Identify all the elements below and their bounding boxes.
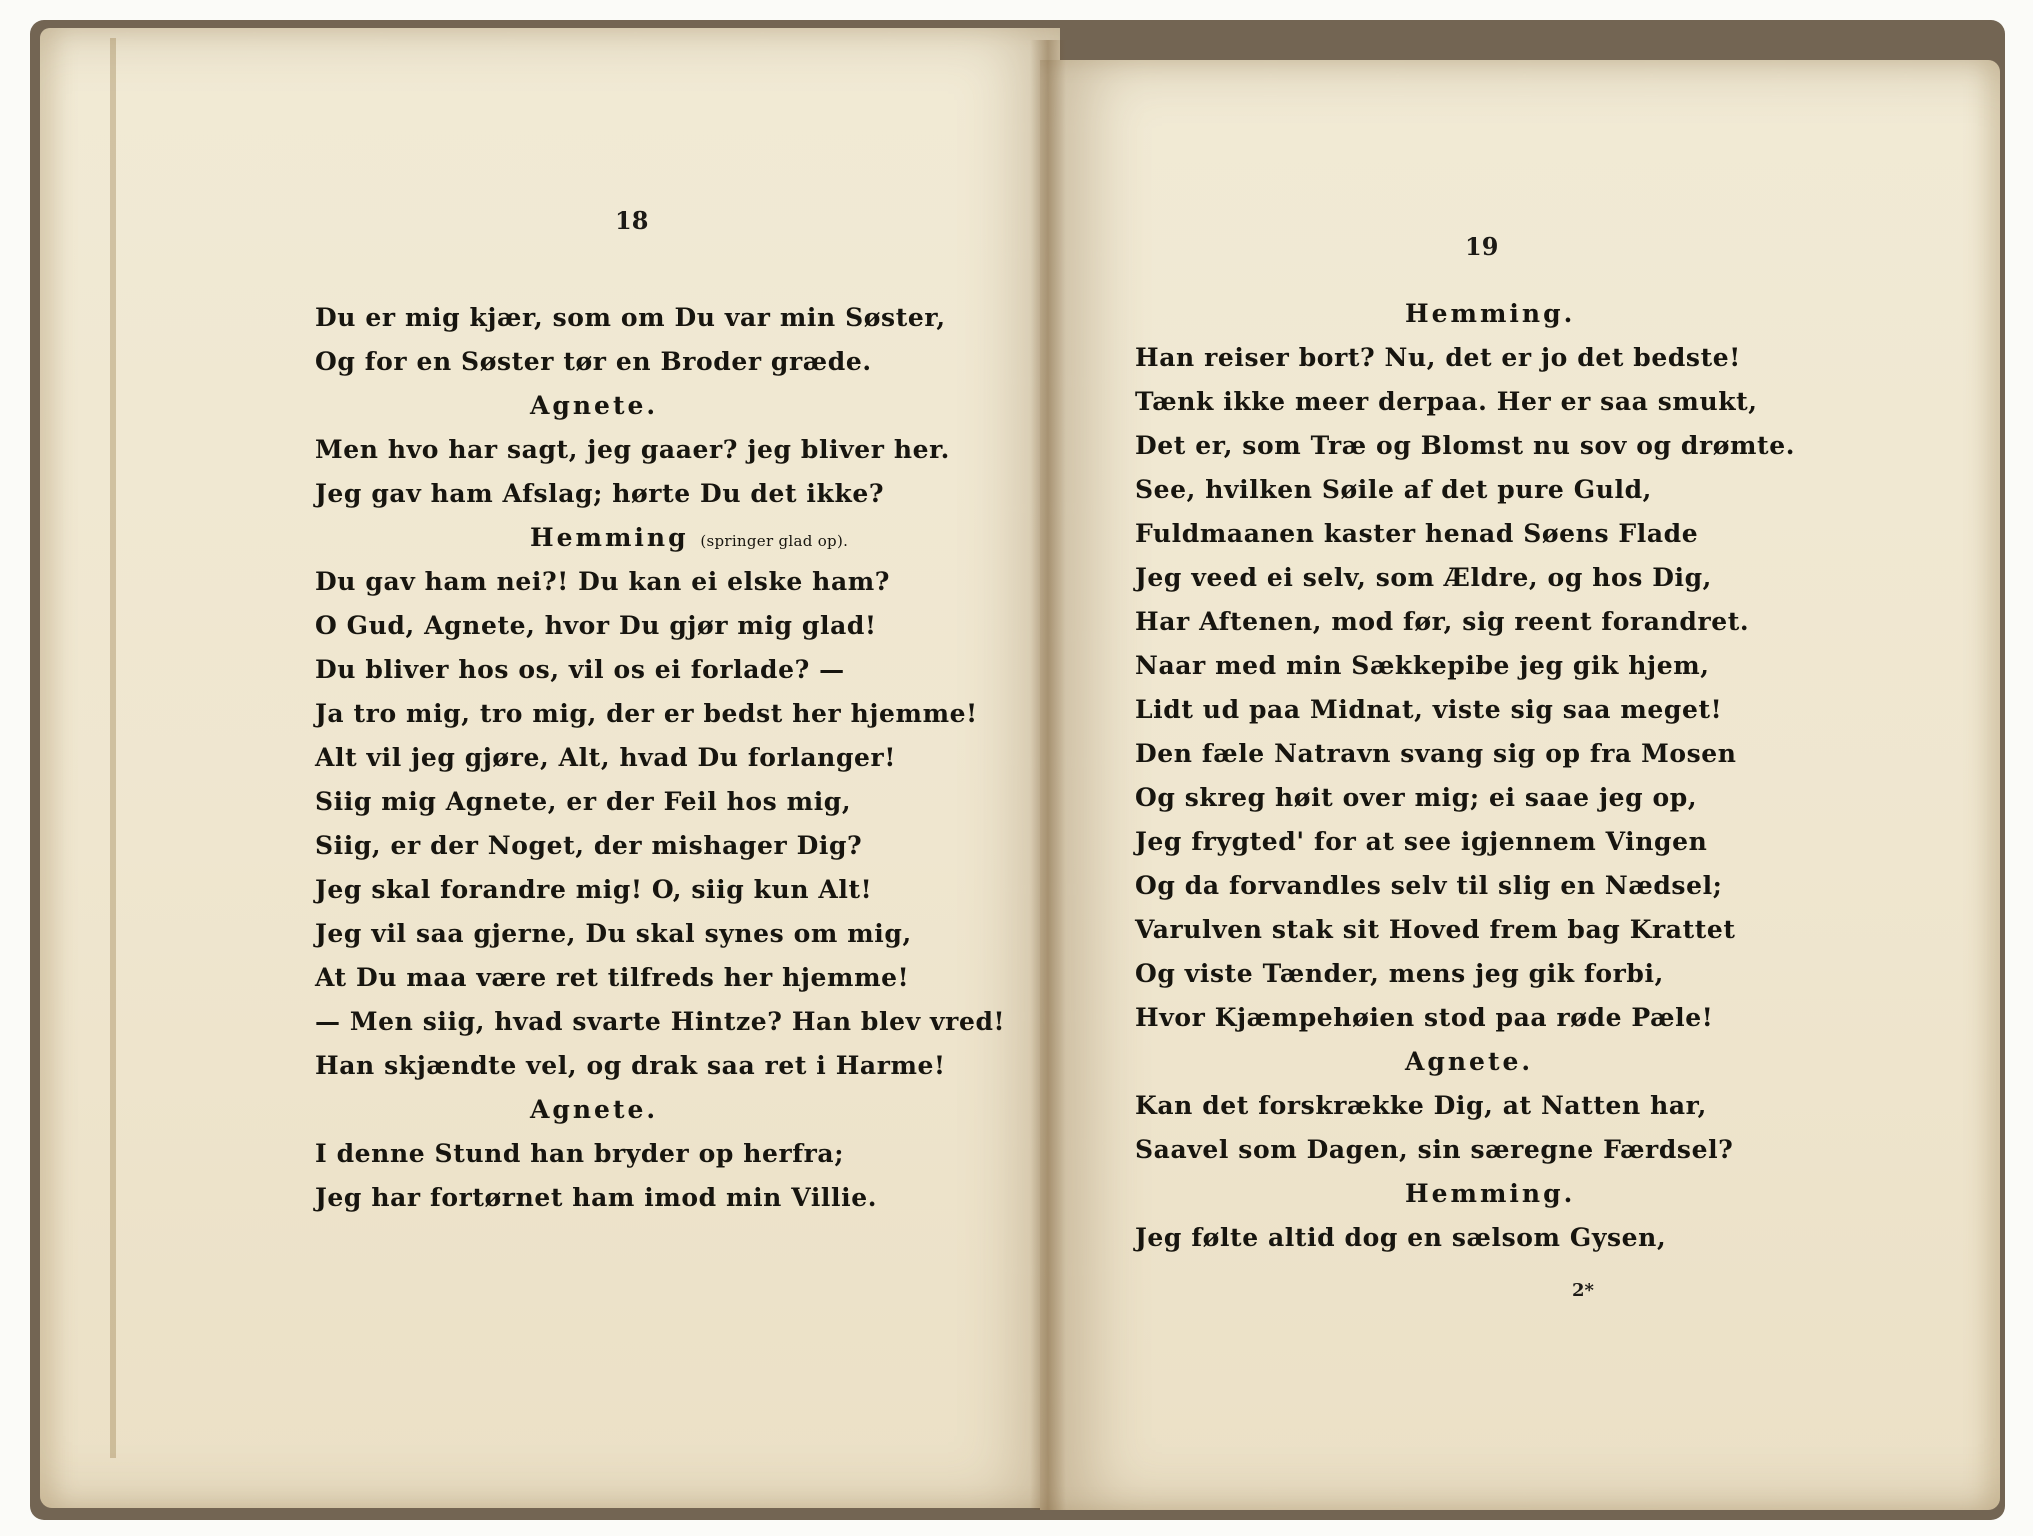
left-page-number: 18 <box>615 206 649 235</box>
speaker-heading <box>1135 1172 1895 1216</box>
verse-line: Ja tro mig, tro mig, der er bedst her hjemme! <box>315 699 978 728</box>
verse-line: I denne Stund han bryder op herfra; <box>315 1139 845 1168</box>
verse-line: Jeg skal forandre mig! O, siig kun Alt! <box>315 875 873 904</box>
speaker-name: Hemming. <box>1405 1179 1576 1208</box>
left-page-fold <box>110 38 116 1458</box>
verse-line: — Men siig, hvad svarte Hintze? Han blev vred! <box>315 1007 1006 1036</box>
speaker-heading <box>315 384 1015 428</box>
right-page-number: 19 <box>1465 232 1499 261</box>
verse-line: Du gav ham nei?! Du kan ei elske ham? <box>315 567 891 596</box>
verse-line: Siig, er der Noget, der mishager Dig? <box>315 831 863 860</box>
speaker-heading <box>1135 1040 1895 1084</box>
verse-line: Den fæle Natravn svang sig op fra Mosen <box>1135 739 1737 768</box>
left-page <box>40 28 1060 1508</box>
speaker-name: Agnete. <box>530 391 659 420</box>
verse-line: Varulven stak sit Hoved frem bag Krattet <box>1135 915 1736 944</box>
verse-line: Tænk ikke meer derpaa. Her er saa smukt, <box>1135 387 1758 416</box>
verse-line: Og skreg høit over mig; ei saae jeg op, <box>1135 783 1698 812</box>
verse-line: Siig mig Agnete, er der Feil hos mig, <box>315 787 852 816</box>
speaker-name: Agnete. <box>530 1095 659 1124</box>
speaker-name: Hemming <box>530 523 689 552</box>
verse-line: Lidt ud paa Midnat, viste sig saa meget! <box>1135 695 1723 724</box>
verse-line: Han reiser bort? Nu, det er jo det bedste! <box>1135 343 1741 372</box>
verse-line: Hvor Kjæmpehøien stod paa røde Pæle! <box>1135 1003 1714 1032</box>
speaker-name: Hemming. <box>1405 299 1576 328</box>
verse-line: Han skjændte vel, og drak saa ret i Harme! <box>315 1051 946 1080</box>
verse-line: Kan det forskrække Dig, at Natten har, <box>1135 1091 1707 1120</box>
verse-line: Du er mig kjær, som om Du var min Søster, <box>315 303 946 332</box>
verse-line: Har Aftenen, mod før, sig reent forandret. <box>1135 607 1750 636</box>
verse-line: Jeg frygted' for at see igjennem Vingen <box>1135 827 1708 856</box>
verse-line: See, hvilken Søile af det pure Guld, <box>1135 475 1652 504</box>
verse-line: Og for en Søster tør en Broder græde. <box>315 347 872 376</box>
verse-line: Jeg gav ham Afslag; hørte Du det ikke? <box>315 479 885 508</box>
verse-line: Men hvo har sagt, jeg gaaer? jeg bliver her. <box>315 435 950 464</box>
verse-line: Og da forvandles selv til slig en Nædsel; <box>1135 871 1723 900</box>
signature-mark: 2* <box>1572 1280 1594 1301</box>
verse-line: Jeg har fortørnet ham imod min Villie. <box>315 1183 878 1212</box>
speaker-heading <box>1135 292 1895 336</box>
right-page-text <box>1135 292 1895 1260</box>
left-page-text <box>315 296 1015 1220</box>
verse-line: O Gud, Agnete, hvor Du gjør mig glad! <box>315 611 877 640</box>
verse-line: Det er, som Træ og Blomst nu sov og drømte. <box>1135 431 1796 460</box>
verse-line: Alt vil jeg gjøre, Alt, hvad Du forlanger! <box>315 743 896 772</box>
verse-line: Saavel som Dagen, sin særegne Færdsel? <box>1135 1135 1734 1164</box>
verse-line: Naar med min Sækkepibe jeg gik hjem, <box>1135 651 1710 680</box>
verse-line: Og viste Tænder, mens jeg gik forbi, <box>1135 959 1664 988</box>
stage-direction: (springer glad op). <box>700 532 849 550</box>
verse-line: Jeg følte altid dog en sælsom Gysen, <box>1135 1223 1667 1252</box>
speaker-heading <box>315 1088 1015 1132</box>
verse-line: Jeg veed ei selv, som Ældre, og hos Dig, <box>1135 563 1712 592</box>
verse-line: Fuldmaanen kaster henad Søens Flade <box>1135 519 1699 548</box>
speaker-heading <box>315 516 1015 560</box>
verse-line: At Du maa være ret tilfreds her hjemme! <box>315 963 910 992</box>
right-page <box>1040 60 2000 1510</box>
book-gutter <box>1030 40 1066 1510</box>
verse-line: Jeg vil saa gjerne, Du skal synes om mig, <box>315 919 912 948</box>
speaker-name: Agnete. <box>1405 1047 1534 1076</box>
verse-line: Du bliver hos os, vil os ei forlade? — <box>315 655 845 684</box>
